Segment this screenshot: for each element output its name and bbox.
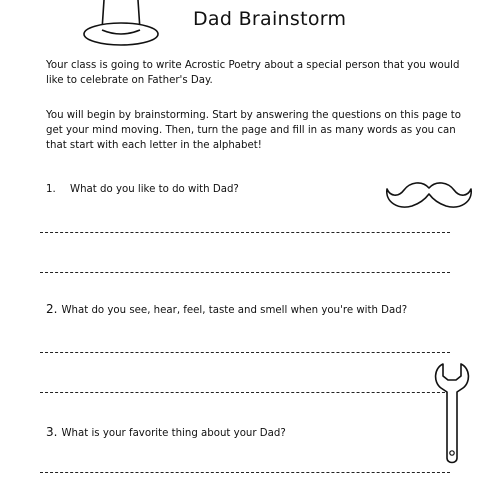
question-2 <box>46 302 407 318</box>
question-number: 3. <box>46 425 58 439</box>
mustache-icon <box>384 176 474 212</box>
intro-paragraph-2: You will begin by brainstorming. Start by answering the questions on this page to get your mind moving. Then, turn the page and fill in as many words as you can that start with each letter in the alphabet! <box>46 110 462 151</box>
answer-line[interactable] <box>40 392 450 393</box>
question-text: What do you see, hear, feel, taste and smell when you're with Dad? <box>61 305 408 316</box>
wrench-icon <box>432 358 472 468</box>
page-title: Dad Brainstorm <box>193 8 347 30</box>
question-number: 1. <box>46 184 56 195</box>
answer-line[interactable] <box>40 472 450 473</box>
answer-line[interactable] <box>40 352 450 353</box>
top-hat-icon <box>82 0 160 50</box>
answer-line[interactable] <box>40 232 450 233</box>
question-text: What do you like to do with Dad? <box>70 184 239 195</box>
question-text: What is your favorite thing about your Dad? <box>61 428 286 439</box>
question-3 <box>46 425 286 441</box>
question-1 <box>46 183 239 197</box>
answer-line[interactable] <box>40 272 450 273</box>
intro-paragraph-1: Your class is going to write Acrostic Poetry about a special person that you would like to celebrate on Father's Day. <box>46 60 460 86</box>
question-number: 2. <box>46 302 58 316</box>
